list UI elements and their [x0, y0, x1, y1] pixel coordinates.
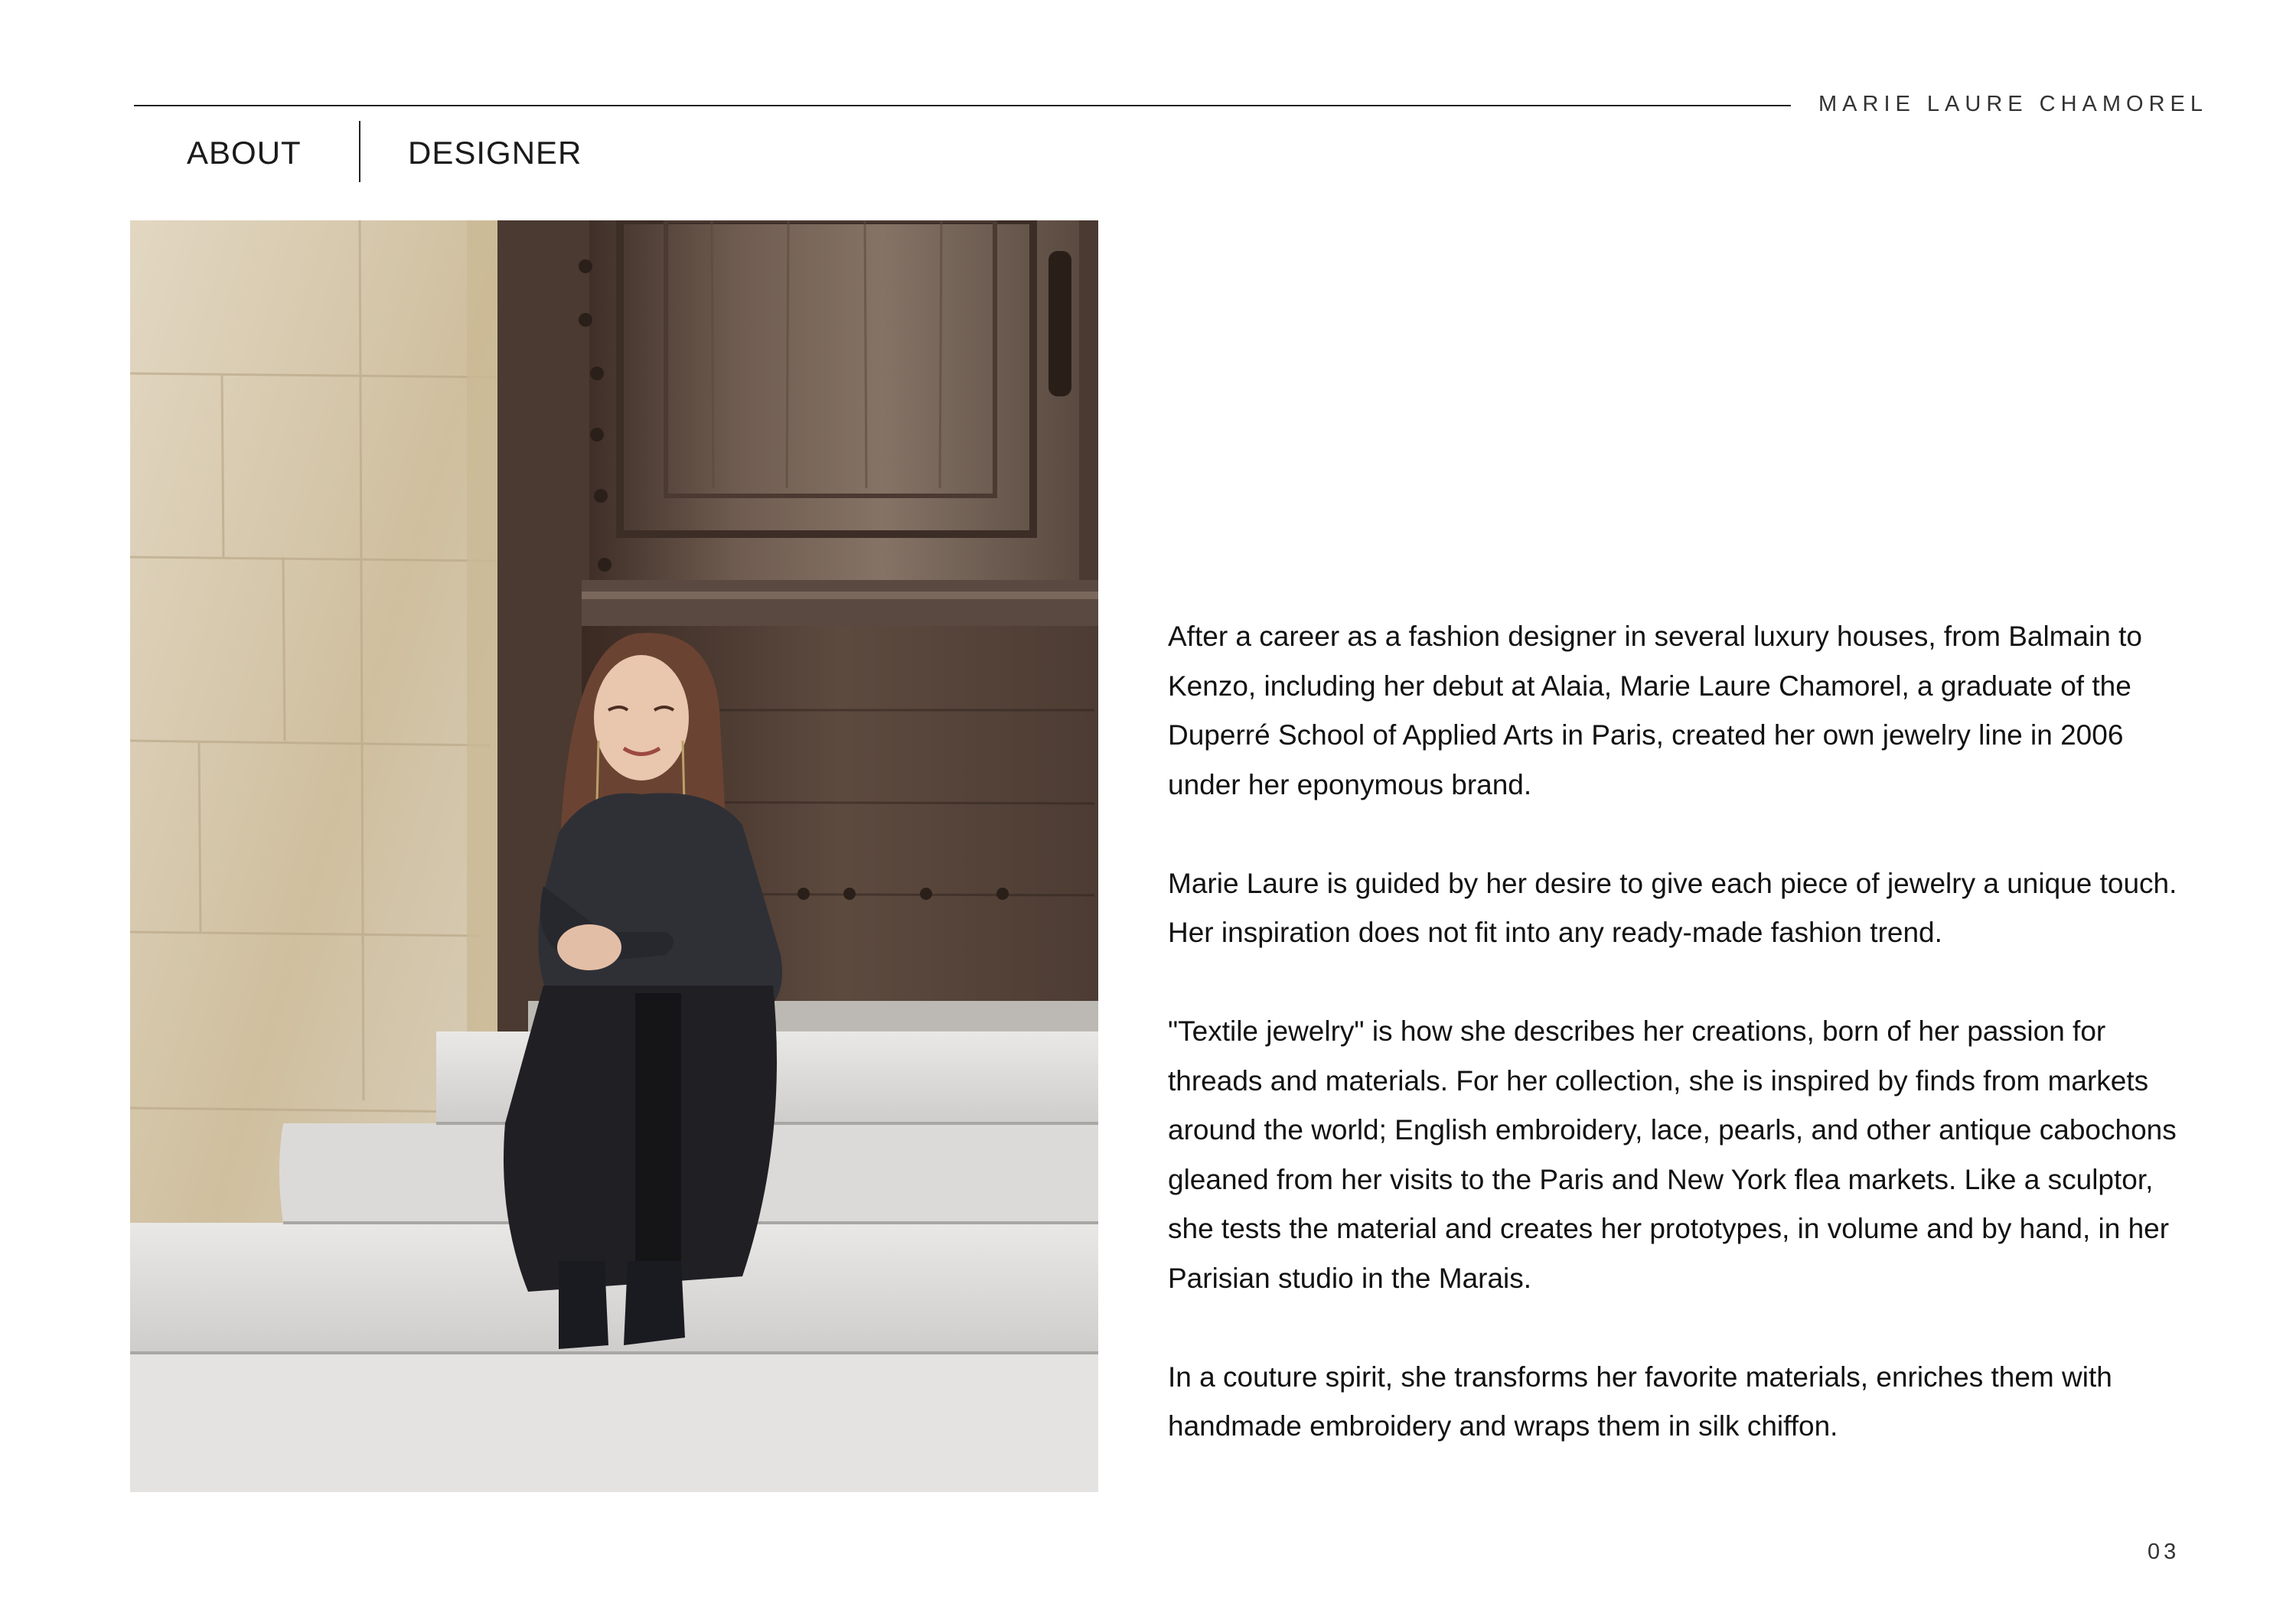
section-label-designer: DESIGNER — [408, 135, 582, 171]
brand-name: MARIE LAURE CHAMOREL — [1818, 92, 2209, 116]
designer-photo — [130, 220, 1098, 1492]
bio-text — [1168, 612, 2186, 1452]
section-label-about: ABOUT — [187, 135, 302, 171]
bio-paragraph: In a couture spirit, she transforms her favorite materials, enriches them with handmade embroidery and wraps them in silk chiffon. — [1168, 1361, 2112, 1442]
bio-paragraph: Marie Laure is guided by her desire to give each piece of jewelry a unique touch. Her inspiration does not fit into any ready-made fashion trend. — [1168, 867, 2177, 948]
section-divider — [359, 121, 360, 182]
page-number: 03 — [2148, 1540, 2180, 1564]
bio-paragraph: "Textile jewelry" is how she describes her creations, born of her passion for threads and materials. For her collection, she is inspired by finds from markets around the world; English embroidery, lace, pearls, and other antique cabochons gleaned from her visits to the Paris and New York flea markets. Like a sculptor, she tests the material and creates her prototypes, in volume and by hand, in her Parisian studio in the Marais. — [1168, 1015, 2177, 1294]
bio-paragraph: After a career as a fashion designer in several luxury houses, from Balmain to Kenzo, including her debut at Alaia, Marie Laure Chamorel, a graduate of the Duperré School of Applied Arts in Paris, created her own jewelry line in 2006 under her eponymous brand. — [1168, 621, 2143, 800]
header-rule — [134, 105, 1791, 106]
